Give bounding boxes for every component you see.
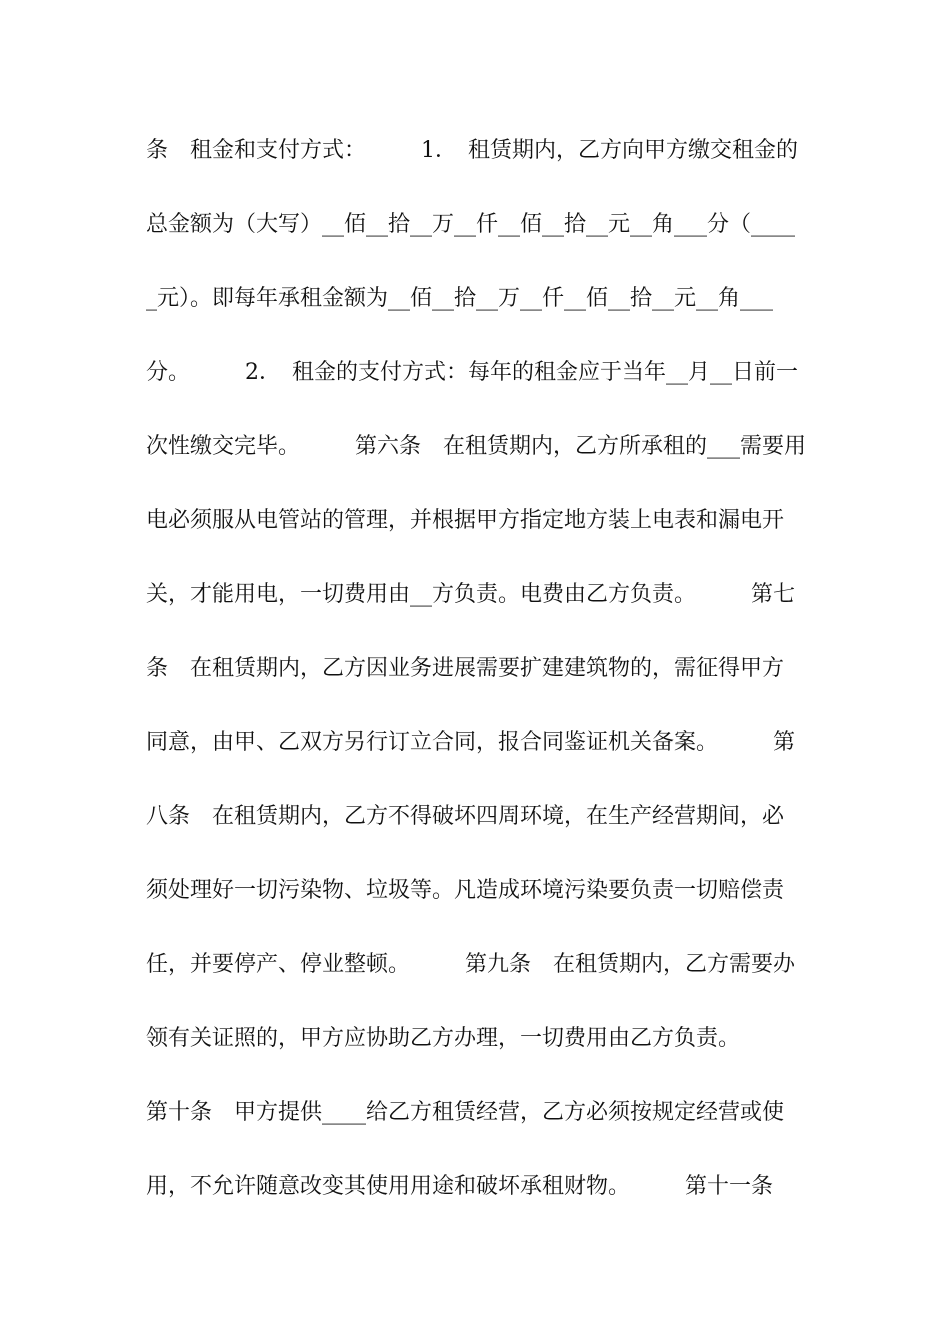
text-line: 电必须服从电管站的管理，并根据甲方指定地方装上电表和漏电开 bbox=[146, 508, 785, 533]
text-line: 分。 2． 租金的支付方式：每年的租金应于当年__月__日前一 bbox=[146, 360, 798, 385]
text-line: 条 租金和支付方式： 1． 租赁期内，乙方向甲方缴交租金的 bbox=[146, 138, 798, 163]
text-line: 条 在租赁期内，乙方因业务进展需要扩建建筑物的，需征得甲方 bbox=[146, 656, 785, 681]
text-line: 总金额为（大写）__佰__拾__万__仟__佰__拾__元__角___分（____ bbox=[146, 212, 796, 237]
text-line: 第十条 甲方提供____给乙方租赁经营，乙方必须按规定经营或使 bbox=[146, 1100, 785, 1125]
text-line: 次性缴交完毕。 第六条 在租赁期内，乙方所承租的___需要用 bbox=[146, 434, 807, 459]
text-line: 关，才能用电，一切费用由__方负责。电费由乙方负责。 第七 bbox=[146, 582, 796, 607]
text-line: 用，不允许随意改变其使用用途和破坏承租财物。 第十一条 bbox=[146, 1174, 774, 1199]
text-line: _元）。即每年承租金额为__佰__拾__万__仟__佰__拾__元__角___ bbox=[146, 286, 774, 311]
contract-text bbox=[146, 129, 816, 1239]
text-line: 任，并要停产、停业整顿。 第九条 在租赁期内，乙方需要办 bbox=[146, 952, 796, 977]
text-line: 同意，由甲、乙双方另行订立合同，报合同鉴证机关备案。 第 bbox=[146, 730, 796, 755]
text-line: 领有关证照的，甲方应协助乙方办理，一切费用由乙方负责。 bbox=[146, 1026, 741, 1051]
text-line: 须处理好一切污染物、垃圾等。凡造成环境污染要负责一切赔偿责 bbox=[146, 878, 785, 903]
text-line: 八条 在租赁期内，乙方不得破坏四周环境，在生产经营期间，必 bbox=[146, 804, 785, 829]
